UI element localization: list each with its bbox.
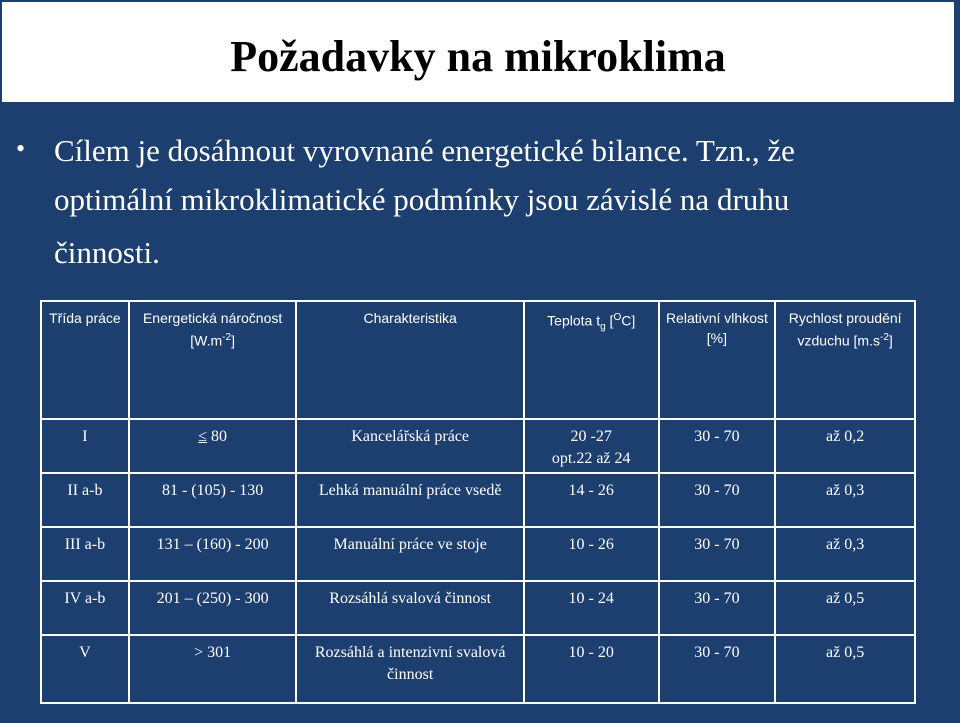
cell-vlhkost: 30 - 70 [659,581,776,635]
bullet-dot-icon: • [16,134,26,163]
cell-energie: > 301 [129,635,297,703]
microclimate-table [40,300,916,704]
table-row [41,635,915,703]
bullet-line-1: Cílem je dosáhnout vyrovnané energetické bilance. Tzn., že [54,133,795,168]
cell-teplota: 10 - 20 [524,635,659,703]
cell-teplota: 10 - 24 [524,581,659,635]
cell-teplota: 14 - 26 [524,473,659,527]
header-vlhkost: Relativní vlhkost [%] [659,301,776,419]
cell-charakteristika: Manuální práce ve stoje [296,527,523,581]
table-row [41,527,915,581]
cell-rychlost: až 0,2 [775,419,915,473]
cell-rychlost: až 0,5 [775,581,915,635]
table-header-row [41,301,915,419]
header-teplota: Teplota $t_g$ [$^O$C] [524,301,659,419]
header-rychlost: Rychlost proudění vzduchu $[m.s^{-2}]$ [775,301,915,419]
header-energeticka: Energetická náročnost $[W.m^{-2}]$ [129,301,297,419]
title-bar [0,0,960,105]
cell-charakteristika: Lehká manuální práce vsedě [296,473,523,527]
cell-rychlost: až 0,3 [775,527,915,581]
header-charakteristika: Charakteristika [296,301,523,419]
cell-rychlost: až 0,3 [775,473,915,527]
cell-charakteristika: Kancelářská práce [296,419,523,473]
cell-charakteristika: Rozsáhlá svalová činnost [296,581,523,635]
cell-trida: IV a-b [41,581,129,635]
cell-trida: II a-b [41,473,129,527]
cell-trida: I [41,419,129,473]
cell-energie: 81 - (105) - 130 [129,473,297,527]
cell-trida: III a-b [41,527,129,581]
cell-rychlost: až 0,5 [775,635,915,703]
slide-title: Požadavky na mikroklima [230,31,726,81]
cell-trida: V [41,635,129,703]
cell-vlhkost: 30 - 70 [659,419,776,473]
table-row [41,581,915,635]
bullet-text [54,126,914,277]
cell-vlhkost: 30 - 70 [659,635,776,703]
cell-vlhkost: 30 - 70 [659,473,776,527]
bullet-line-2: optimální mikroklimatické podmínky jsou závislé na druhu [54,182,790,217]
cell-energie: ≤ 80 [129,419,297,473]
table-row [41,473,915,527]
cell-teplota: 10 - 26 [524,527,659,581]
header-trida: Třída práce [41,301,129,419]
title-box [2,2,954,102]
cell-vlhkost: 30 - 70 [659,527,776,581]
table-row [41,419,915,473]
cell-charakteristika: Rozsáhlá a intenzivní svalová činnost [296,635,523,703]
cell-energie: 131 – (160) - 200 [129,527,297,581]
cell-energie: 201 – (250) - 300 [129,581,297,635]
cell-teplota: 20 -27 opt.22 až 24 [524,419,659,473]
bullet-line-3: činnosti. [54,235,160,270]
